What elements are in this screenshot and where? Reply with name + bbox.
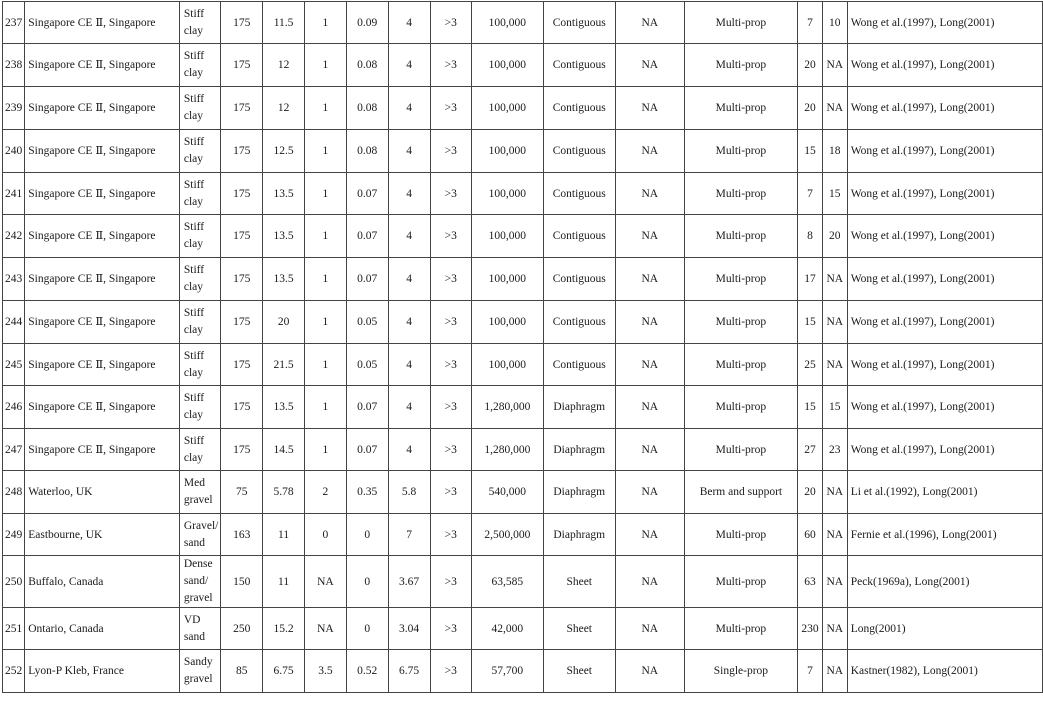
site-location: Singapore CE Ⅱ, Singapore <box>25 301 180 344</box>
value-col-6: >3 <box>430 514 471 556</box>
stiffness-value: 1,280,000 <box>472 386 544 429</box>
value-col-1: 250 <box>221 608 263 650</box>
soil-type: Stiff clay <box>179 258 220 301</box>
table-row <box>3 608 1043 650</box>
value-col-11: 20 <box>798 87 823 130</box>
row-number: 249 <box>3 514 25 556</box>
value-col-4: 0 <box>346 556 388 608</box>
value-col-2: 14.5 <box>263 429 305 471</box>
row-number: 250 <box>3 556 25 608</box>
soil-type: Sandy gravel <box>179 650 220 693</box>
support-type: Multi-prop <box>684 87 797 130</box>
table-row <box>3 87 1043 130</box>
stiffness-value: 63,585 <box>472 556 544 608</box>
value-col-12: NA <box>822 608 847 650</box>
value-col-6: >3 <box>430 471 471 514</box>
row-number: 240 <box>3 130 25 173</box>
site-location: Lyon-P Kleb, France <box>25 650 180 693</box>
value-col-3: 0 <box>305 514 347 556</box>
support-type: Multi-prop <box>684 514 797 556</box>
reference: Wong et al.(1997), Long(2001) <box>847 130 1042 173</box>
site-location: Singapore CE Ⅱ, Singapore <box>25 173 180 215</box>
value-col-1: 175 <box>221 130 263 173</box>
value-col-12: NA <box>822 87 847 130</box>
value-col-1: 85 <box>221 650 263 693</box>
value-col-12: 18 <box>822 130 847 173</box>
value-col-11: 27 <box>798 429 823 471</box>
stiffness-value: 100,000 <box>472 44 544 87</box>
value-col-1: 175 <box>221 44 263 87</box>
value-col-5: 3.67 <box>388 556 430 608</box>
reference: Fernie et al.(1996), Long(2001) <box>847 514 1042 556</box>
soil-type: Stiff clay <box>179 429 220 471</box>
stiffness-value: 42,000 <box>472 608 544 650</box>
table-body <box>3 2 1043 693</box>
value-col-1: 175 <box>221 258 263 301</box>
value-col-5: 4 <box>388 344 430 386</box>
value-col-5: 4 <box>388 87 430 130</box>
value-col-9: NA <box>615 44 684 87</box>
wall-type: Contiguous <box>543 44 615 87</box>
value-col-4: 0.08 <box>346 130 388 173</box>
reference: Long(2001) <box>847 608 1042 650</box>
value-col-1: 175 <box>221 173 263 215</box>
value-col-12: NA <box>822 344 847 386</box>
reference: Wong et al.(1997), Long(2001) <box>847 429 1042 471</box>
value-col-1: 163 <box>221 514 263 556</box>
value-col-2: 13.5 <box>263 173 305 215</box>
value-col-12: NA <box>822 556 847 608</box>
value-col-6: >3 <box>430 429 471 471</box>
soil-type: Stiff clay <box>179 386 220 429</box>
site-location: Singapore CE Ⅱ, Singapore <box>25 2 180 44</box>
value-col-11: 7 <box>798 2 823 44</box>
value-col-9: NA <box>615 514 684 556</box>
value-col-3: 3.5 <box>305 650 347 693</box>
support-type: Multi-prop <box>684 258 797 301</box>
support-type: Berm and support <box>684 471 797 514</box>
value-col-1: 175 <box>221 301 263 344</box>
value-col-11: 7 <box>798 650 823 693</box>
value-col-9: NA <box>615 386 684 429</box>
value-col-5: 4 <box>388 130 430 173</box>
reference: Wong et al.(1997), Long(2001) <box>847 173 1042 215</box>
value-col-4: 0.35 <box>346 471 388 514</box>
table-row <box>3 301 1043 344</box>
wall-type: Contiguous <box>543 258 615 301</box>
value-col-12: 23 <box>822 429 847 471</box>
value-col-9: NA <box>615 258 684 301</box>
value-col-12: 15 <box>822 173 847 215</box>
support-type: Multi-prop <box>684 386 797 429</box>
site-location: Waterloo, UK <box>25 471 180 514</box>
value-col-12: NA <box>822 471 847 514</box>
reference: Wong et al.(1997), Long(2001) <box>847 386 1042 429</box>
soil-type: Stiff clay <box>179 44 220 87</box>
reference: Wong et al.(1997), Long(2001) <box>847 215 1042 258</box>
support-type: Multi-prop <box>684 130 797 173</box>
table-row <box>3 2 1043 44</box>
value-col-6: >3 <box>430 301 471 344</box>
value-col-6: >3 <box>430 608 471 650</box>
value-col-3: 1 <box>305 301 347 344</box>
value-col-11: 63 <box>798 556 823 608</box>
support-type: Single-prop <box>684 650 797 693</box>
value-col-9: NA <box>615 471 684 514</box>
reference: Peck(1969a), Long(2001) <box>847 556 1042 608</box>
value-col-4: 0.05 <box>346 301 388 344</box>
value-col-5: 4 <box>388 215 430 258</box>
wall-type: Contiguous <box>543 215 615 258</box>
value-col-3: 1 <box>305 173 347 215</box>
value-col-2: 12 <box>263 44 305 87</box>
value-col-12: 10 <box>822 2 847 44</box>
value-col-6: >3 <box>430 173 471 215</box>
value-col-9: NA <box>615 2 684 44</box>
value-col-6: >3 <box>430 2 471 44</box>
value-col-2: 13.5 <box>263 386 305 429</box>
stiffness-value: 100,000 <box>472 344 544 386</box>
reference: Wong et al.(1997), Long(2001) <box>847 2 1042 44</box>
value-col-4: 0.07 <box>346 386 388 429</box>
value-col-3: 1 <box>305 258 347 301</box>
row-number: 248 <box>3 471 25 514</box>
value-col-3: NA <box>305 556 347 608</box>
value-col-9: NA <box>615 173 684 215</box>
value-col-2: 20 <box>263 301 305 344</box>
value-col-1: 175 <box>221 2 263 44</box>
value-col-2: 6.75 <box>263 650 305 693</box>
value-col-2: 11 <box>263 556 305 608</box>
site-location: Singapore CE Ⅱ, Singapore <box>25 258 180 301</box>
wall-type: Contiguous <box>543 344 615 386</box>
support-type: Multi-prop <box>684 173 797 215</box>
table-row <box>3 514 1043 556</box>
value-col-11: 230 <box>798 608 823 650</box>
soil-type: Med gravel <box>179 471 220 514</box>
row-number: 237 <box>3 2 25 44</box>
soil-type: Stiff clay <box>179 130 220 173</box>
value-col-9: NA <box>615 344 684 386</box>
reference: Wong et al.(1997), Long(2001) <box>847 344 1042 386</box>
value-col-2: 11 <box>263 514 305 556</box>
wall-type: Sheet <box>543 650 615 693</box>
value-col-11: 7 <box>798 173 823 215</box>
site-location: Buffalo, Canada <box>25 556 180 608</box>
value-col-11: 15 <box>798 130 823 173</box>
wall-type: Sheet <box>543 556 615 608</box>
value-col-2: 12 <box>263 87 305 130</box>
site-location: Singapore CE Ⅱ, Singapore <box>25 344 180 386</box>
value-col-4: 0.05 <box>346 344 388 386</box>
value-col-3: 2 <box>305 471 347 514</box>
value-col-12: 20 <box>822 215 847 258</box>
table-row <box>3 471 1043 514</box>
value-col-12: NA <box>822 514 847 556</box>
reference: Wong et al.(1997), Long(2001) <box>847 258 1042 301</box>
site-location: Singapore CE Ⅱ, Singapore <box>25 215 180 258</box>
table-row <box>3 130 1043 173</box>
value-col-2: 12.5 <box>263 130 305 173</box>
value-col-12: 15 <box>822 386 847 429</box>
value-col-4: 0.08 <box>346 87 388 130</box>
value-col-2: 5.78 <box>263 471 305 514</box>
wall-type: Contiguous <box>543 173 615 215</box>
value-col-5: 4 <box>388 44 430 87</box>
stiffness-value: 2,500,000 <box>472 514 544 556</box>
stiffness-value: 100,000 <box>472 258 544 301</box>
support-type: Multi-prop <box>684 301 797 344</box>
value-col-9: NA <box>615 429 684 471</box>
value-col-11: 25 <box>798 344 823 386</box>
soil-type: Gravel/ sand <box>179 514 220 556</box>
value-col-11: 20 <box>798 471 823 514</box>
value-col-3: 1 <box>305 386 347 429</box>
support-type: Multi-prop <box>684 608 797 650</box>
value-col-4: 0 <box>346 608 388 650</box>
site-location: Singapore CE Ⅱ, Singapore <box>25 386 180 429</box>
value-col-6: >3 <box>430 87 471 130</box>
table-row <box>3 173 1043 215</box>
row-number: 242 <box>3 215 25 258</box>
value-col-3: 1 <box>305 2 347 44</box>
table-row <box>3 650 1043 693</box>
value-col-11: 17 <box>798 258 823 301</box>
value-col-3: 1 <box>305 215 347 258</box>
value-col-3: 1 <box>305 130 347 173</box>
value-col-4: 0.07 <box>346 173 388 215</box>
value-col-6: >3 <box>430 215 471 258</box>
wall-type: Contiguous <box>543 130 615 173</box>
site-location: Ontario, Canada <box>25 608 180 650</box>
stiffness-value: 100,000 <box>472 173 544 215</box>
value-col-5: 4 <box>388 173 430 215</box>
stiffness-value: 540,000 <box>472 471 544 514</box>
row-number: 252 <box>3 650 25 693</box>
value-col-9: NA <box>615 130 684 173</box>
value-col-4: 0.07 <box>346 429 388 471</box>
soil-type: Stiff clay <box>179 173 220 215</box>
value-col-2: 21.5 <box>263 344 305 386</box>
support-type: Multi-prop <box>684 215 797 258</box>
table-row <box>3 215 1043 258</box>
stiffness-value: 1,280,000 <box>472 429 544 471</box>
table-row <box>3 429 1043 471</box>
wall-type: Diaphragm <box>543 514 615 556</box>
row-number: 247 <box>3 429 25 471</box>
value-col-12: NA <box>822 258 847 301</box>
value-col-1: 175 <box>221 87 263 130</box>
value-col-9: NA <box>615 650 684 693</box>
value-col-3: 1 <box>305 344 347 386</box>
value-col-4: 0.07 <box>346 258 388 301</box>
table-row <box>3 344 1043 386</box>
soil-type: Stiff clay <box>179 301 220 344</box>
value-col-6: >3 <box>430 130 471 173</box>
value-col-3: 1 <box>305 44 347 87</box>
wall-type: Sheet <box>543 608 615 650</box>
row-number: 238 <box>3 44 25 87</box>
soil-type: VD sand <box>179 608 220 650</box>
value-col-1: 75 <box>221 471 263 514</box>
value-col-9: NA <box>615 556 684 608</box>
table-row <box>3 386 1043 429</box>
value-col-3: 1 <box>305 87 347 130</box>
wall-type: Diaphragm <box>543 386 615 429</box>
value-col-4: 0.52 <box>346 650 388 693</box>
value-col-1: 175 <box>221 215 263 258</box>
value-col-9: NA <box>615 608 684 650</box>
table-row <box>3 556 1043 608</box>
value-col-9: NA <box>615 87 684 130</box>
case-history-table <box>2 1 1043 693</box>
row-number: 246 <box>3 386 25 429</box>
wall-type: Contiguous <box>543 2 615 44</box>
reference: Wong et al.(1997), Long(2001) <box>847 44 1042 87</box>
value-col-1: 175 <box>221 386 263 429</box>
reference: Kastner(1982), Long(2001) <box>847 650 1042 693</box>
value-col-5: 6.75 <box>388 650 430 693</box>
value-col-4: 0.08 <box>346 44 388 87</box>
table-row <box>3 258 1043 301</box>
wall-type: Diaphragm <box>543 471 615 514</box>
value-col-2: 15.2 <box>263 608 305 650</box>
value-col-4: 0.07 <box>346 215 388 258</box>
site-location: Singapore CE Ⅱ, Singapore <box>25 429 180 471</box>
support-type: Multi-prop <box>684 556 797 608</box>
value-col-11: 8 <box>798 215 823 258</box>
value-col-5: 4 <box>388 429 430 471</box>
stiffness-value: 100,000 <box>472 87 544 130</box>
value-col-5: 4 <box>388 258 430 301</box>
value-col-6: >3 <box>430 386 471 429</box>
row-number: 239 <box>3 87 25 130</box>
soil-type: Stiff clay <box>179 215 220 258</box>
value-col-4: 0 <box>346 514 388 556</box>
value-col-6: >3 <box>430 44 471 87</box>
row-number: 245 <box>3 344 25 386</box>
value-col-12: NA <box>822 650 847 693</box>
wall-type: Contiguous <box>543 301 615 344</box>
stiffness-value: 100,000 <box>472 130 544 173</box>
soil-type: Stiff clay <box>179 87 220 130</box>
value-col-1: 175 <box>221 344 263 386</box>
value-col-3: NA <box>305 608 347 650</box>
row-number: 251 <box>3 608 25 650</box>
stiffness-value: 57,700 <box>472 650 544 693</box>
value-col-5: 3.04 <box>388 608 430 650</box>
stiffness-value: 100,000 <box>472 2 544 44</box>
value-col-11: 15 <box>798 301 823 344</box>
value-col-2: 13.5 <box>263 258 305 301</box>
value-col-11: 60 <box>798 514 823 556</box>
soil-type: Stiff clay <box>179 344 220 386</box>
soil-type: Stiff clay <box>179 2 220 44</box>
value-col-5: 5.8 <box>388 471 430 514</box>
value-col-12: NA <box>822 44 847 87</box>
value-col-12: NA <box>822 301 847 344</box>
support-type: Multi-prop <box>684 2 797 44</box>
support-type: Multi-prop <box>684 344 797 386</box>
row-number: 244 <box>3 301 25 344</box>
value-col-5: 4 <box>388 301 430 344</box>
value-col-9: NA <box>615 215 684 258</box>
value-col-3: 1 <box>305 429 347 471</box>
site-location: Singapore CE Ⅱ, Singapore <box>25 44 180 87</box>
value-col-11: 15 <box>798 386 823 429</box>
reference: Wong et al.(1997), Long(2001) <box>847 87 1042 130</box>
value-col-5: 7 <box>388 514 430 556</box>
value-col-2: 11.5 <box>263 2 305 44</box>
value-col-6: >3 <box>430 258 471 301</box>
wall-type: Contiguous <box>543 87 615 130</box>
reference: Wong et al.(1997), Long(2001) <box>847 301 1042 344</box>
site-location: Eastbourne, UK <box>25 514 180 556</box>
site-location: Singapore CE Ⅱ, Singapore <box>25 87 180 130</box>
reference: Li et al.(1992), Long(2001) <box>847 471 1042 514</box>
value-col-11: 20 <box>798 44 823 87</box>
value-col-5: 4 <box>388 386 430 429</box>
value-col-1: 150 <box>221 556 263 608</box>
site-location: Singapore CE Ⅱ, Singapore <box>25 130 180 173</box>
stiffness-value: 100,000 <box>472 215 544 258</box>
row-number: 243 <box>3 258 25 301</box>
value-col-6: >3 <box>430 650 471 693</box>
value-col-1: 175 <box>221 429 263 471</box>
value-col-6: >3 <box>430 556 471 608</box>
support-type: Multi-prop <box>684 429 797 471</box>
value-col-5: 4 <box>388 2 430 44</box>
table-row <box>3 44 1043 87</box>
value-col-6: >3 <box>430 344 471 386</box>
value-col-2: 13.5 <box>263 215 305 258</box>
wall-type: Diaphragm <box>543 429 615 471</box>
support-type: Multi-prop <box>684 44 797 87</box>
stiffness-value: 100,000 <box>472 301 544 344</box>
value-col-9: NA <box>615 301 684 344</box>
soil-type: Dense sand/ gravel <box>179 556 220 608</box>
row-number: 241 <box>3 173 25 215</box>
value-col-4: 0.09 <box>346 2 388 44</box>
